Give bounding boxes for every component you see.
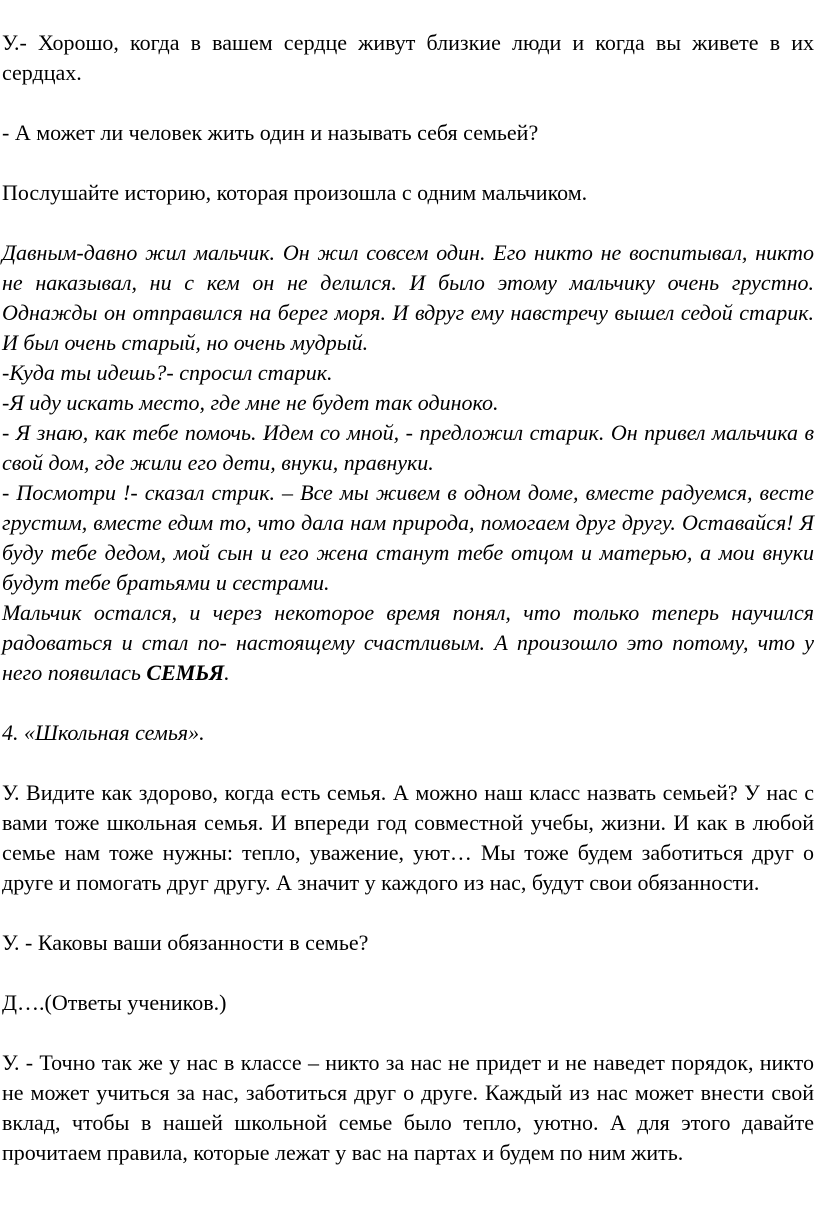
spacer	[2, 688, 816, 718]
paragraph-intro: У.- Хорошо, когда в вашем сердце живут близкие люди и когда вы живете в их сердцах.	[2, 30, 814, 85]
spacer	[2, 1018, 816, 1048]
paragraph-class-family: У. Видите как здорово, когда есть семья. А можно наш класс назвать семьей? У нас с вами тоже школьная семья. И впереди год совместной учебы, жизни. И как в любой семье нам тоже нужны: тепло, уважение, уют… Мы тоже будем заботиться друг о друге и помогать друг другу. А значит у каждого из нас, будут свои обязанности.	[2, 780, 814, 895]
story-paragraph-2: -Куда ты идешь?- спросил старик.	[2, 360, 333, 385]
spacer	[2, 88, 816, 118]
spacer	[2, 208, 816, 238]
paragraph-question: - А может ли человек жить один и называть себя семьей?	[2, 120, 539, 145]
story-family-word: СЕМЬЯ	[146, 660, 225, 685]
paragraph-student-answers: Д….(Ответы учеников.)	[2, 990, 227, 1015]
story-paragraph-1: Давным-давно жил мальчик. Он жил совсем один. Его никто не воспитывал, никто не наказывал, ни с кем он не делился. И было этому мальчику очень грустно. Однажды он отправился на берег моря. И вдруг ему навстречу вышел седой старик. И был очень старый, но очень мудрый.	[2, 240, 814, 355]
paragraph-duties-question: У. - Каковы ваши обязанности в семье?	[2, 930, 369, 955]
story-ending-period: .	[224, 660, 230, 685]
story-paragraph-4: - Я знаю, как тебе помочь. Идем со мной, - предложил старик. Он привел мальчика в свой дом, где жили его дети, внуки, правнуки.	[2, 420, 814, 475]
paragraph-rules: У. - Точно так же у нас в классе – никто за нас не придет и не наведет порядок, никто не может учиться за нас, заботиться друг о друге. Каждый из нас может внести свой вклад, чтобы в нашей школьной семье было тепло, уютно. А для этого давайте прочитаем правила, которые лежат у вас на партах и будем по ним жить.	[2, 1050, 814, 1165]
story-paragraph-3: -Я иду искать место, где мне не будет так одиноко.	[2, 390, 499, 415]
section-heading: 4. «Школьная семья».	[2, 720, 205, 745]
spacer	[2, 748, 816, 778]
story-paragraph-5: - Посмотри !- сказал стрик. – Все мы живем в одном доме, вместе радуемся, весте грустим, вместе едим то, что дала нам природа, помогаем друг другу. Оставайся! Я буду тебе дедом, мой сын и его жена станут тебе отцом и матерью, а мои внуки будут тебе братьями и сестрами.	[2, 480, 814, 595]
paragraph-listen: Послушайте историю, которая произошла с одним мальчиком.	[2, 180, 588, 205]
spacer	[2, 148, 816, 178]
story-block	[2, 238, 816, 688]
spacer	[2, 898, 816, 928]
spacer	[2, 958, 816, 988]
story-paragraph-6	[2, 598, 814, 688]
story-ending-text: Мальчик остался, и через некоторое время понял, что только теперь научился радоваться и стал по- настоящему счастливым. А произошло это потому, что у него появилась	[2, 600, 814, 685]
